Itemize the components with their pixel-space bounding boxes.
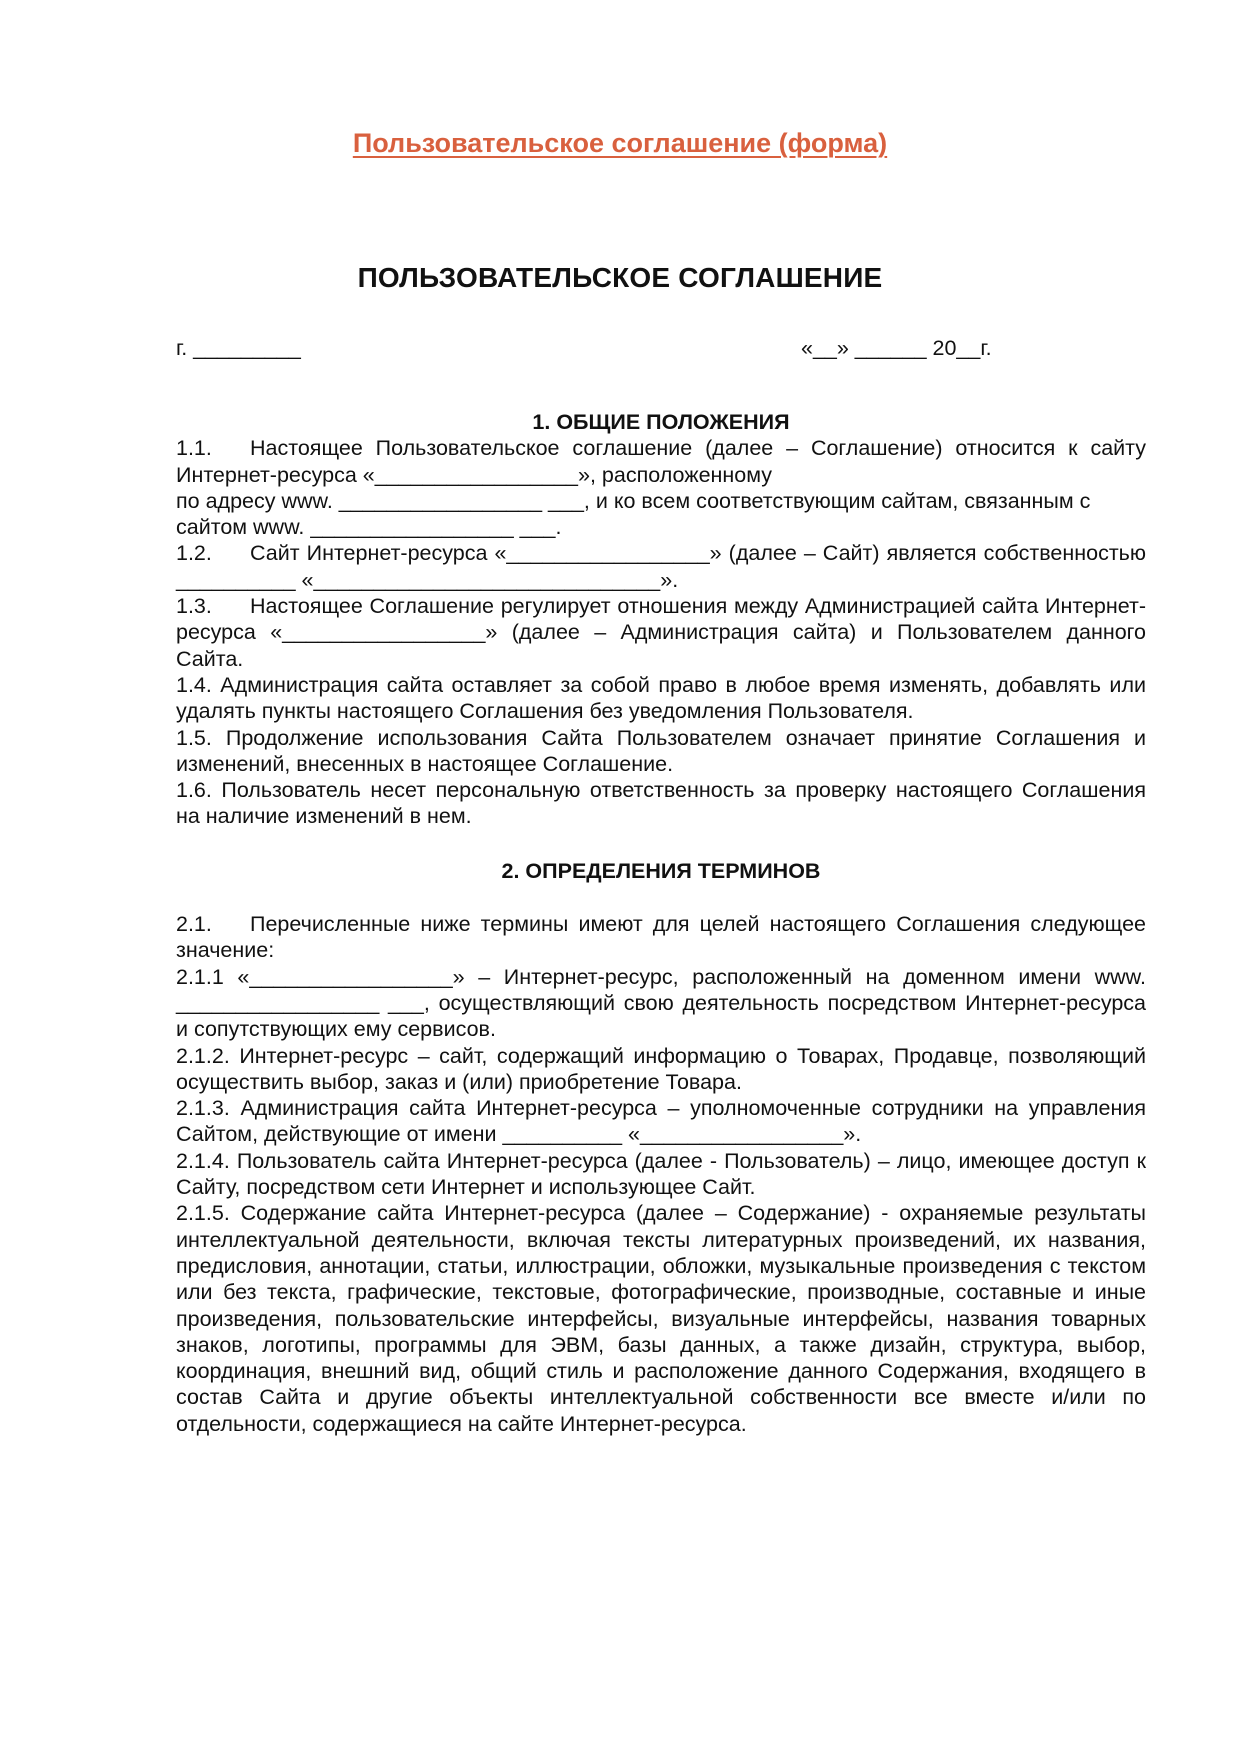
section-1-heading: 1. ОБЩИЕ ПОЛОЖЕНИЯ — [532, 410, 790, 434]
form-title-link[interactable]: Пользовательское соглашение (форма) — [352, 128, 888, 158]
clause-2-1-5: 2.1.5. Содержание сайта Интернет-ресурса (далее – Содержание) - охраняемые результаты интеллектуальной деятельности, включая тексты литературных произведений, их названия, предисловия, аннотации, статьи, иллюстрации, обложки, музыкальные произведения с текстом или без текста, графические, текстовые, фотографические, производные, составные и иные произведения, пользовательские интерфейсы, визуальные интерфейсы, названия товарных знаков, логотипы, программы для ЭВМ, базы данных, а также дизайн, структура, выбор, координация, внешний вид, общий стиль и расположение данного Содержания, входящего в состав Сайта и другие объекты интеллектуальной собственности все вместе и/или по отдельности, содержащиеся на сайте Интернет-ресурса. — [176, 1201, 1146, 1436]
document-title: ПОЛЬЗОВАТЕЛЬСКОЕ СОГЛАШЕНИЕ — [357, 262, 883, 293]
clause-1-3 — [176, 593, 1146, 672]
clause-2-1-2: 2.1.2. Интернет-ресурс – сайт, содержащий информацию о Товарах, Продавце, позволяющий осуществить выбор, заказ и (или) приобретение Товара. — [176, 1043, 1146, 1094]
clause-1-5: 1.5. Продолжение использования Сайта Пользователем означает принятие Соглашения и изменений, внесенных в настоящее Соглашение. — [176, 725, 1146, 776]
city-field: г. _________ — [176, 336, 301, 360]
clause-number: 1.2. — [176, 541, 212, 566]
clause-2-1-3: 2.1.3. Администрация сайта Интернет-ресурса – уполномоченные сотрудники на управления Сайтом, действующие от имени __________ «_________________». — [176, 1096, 1146, 1147]
clause-number: 1.1. — [176, 436, 212, 461]
clause-number: 2.1. — [176, 912, 212, 937]
clause-text: Настоящее Соглашение регулирует отношения между Администрацией сайта Интернет-ресурса «_________________» (далее – Администрация сайта) и Пользователем данного Сайта. — [176, 594, 1146, 671]
clause-text: Сайт Интернет-ресурса «_________________» (далее – Сайт) является собственностью __________ «_____________________________». — [176, 541, 1146, 592]
clause-2-1-1: 2.1.1 «_________________» – Интернет-ресурс, расположенный на доменном имени www. _________________ ___, осуществляющий свою деятельность посредством Интернет-ресурса и сопутствующих ему сервисов. — [176, 964, 1146, 1042]
clause-number: 1.3. — [176, 594, 212, 619]
clause-2-1 — [176, 911, 1146, 964]
form-link-container — [0, 128, 1240, 159]
clause-1-2 — [176, 540, 1146, 593]
clause-2-1-4: 2.1.4. Пользователь сайта Интернет-ресурса (далее ‐ Пользователь) – лицо, имеющее доступ к Сайту, посредством сети Интернет и использующее Сайт. — [176, 1148, 1146, 1200]
section-2-heading: 2. ОПРЕДЕЛЕНИЯ ТЕРМИНОВ — [501, 858, 821, 883]
clause-text: Перечисленные ниже термины имеют для целей настоящего Соглашения следующее значение: — [176, 912, 1146, 963]
clause-1-4: 1.4. Администрация сайта оставляет за собой право в любое время изменять, добавлять или удалять пункты настоящего Соглашения без уведомления Пользователя. — [176, 672, 1146, 724]
date-field: «__» ______ 20__г. — [801, 336, 992, 360]
clause-text: Настоящее Пользовательское соглашение (далее – Соглашение) относится к сайту Интернет-ресурса «_________________», расположенному — [176, 436, 1146, 487]
clause-1-1-continued: по адресу www. _________________ ___, и ко всем соответствующим сайтам, связанным с сайтом www. _________________ ___. — [176, 488, 1091, 540]
agreement-body — [176, 409, 1146, 1437]
place-date-row — [176, 332, 1146, 364]
clause-1-6: 1.6. Пользователь несет персональную ответственность за проверку настоящего Соглашения на наличие изменений в нем. — [176, 778, 1146, 829]
clause-1-1 — [176, 435, 1146, 488]
